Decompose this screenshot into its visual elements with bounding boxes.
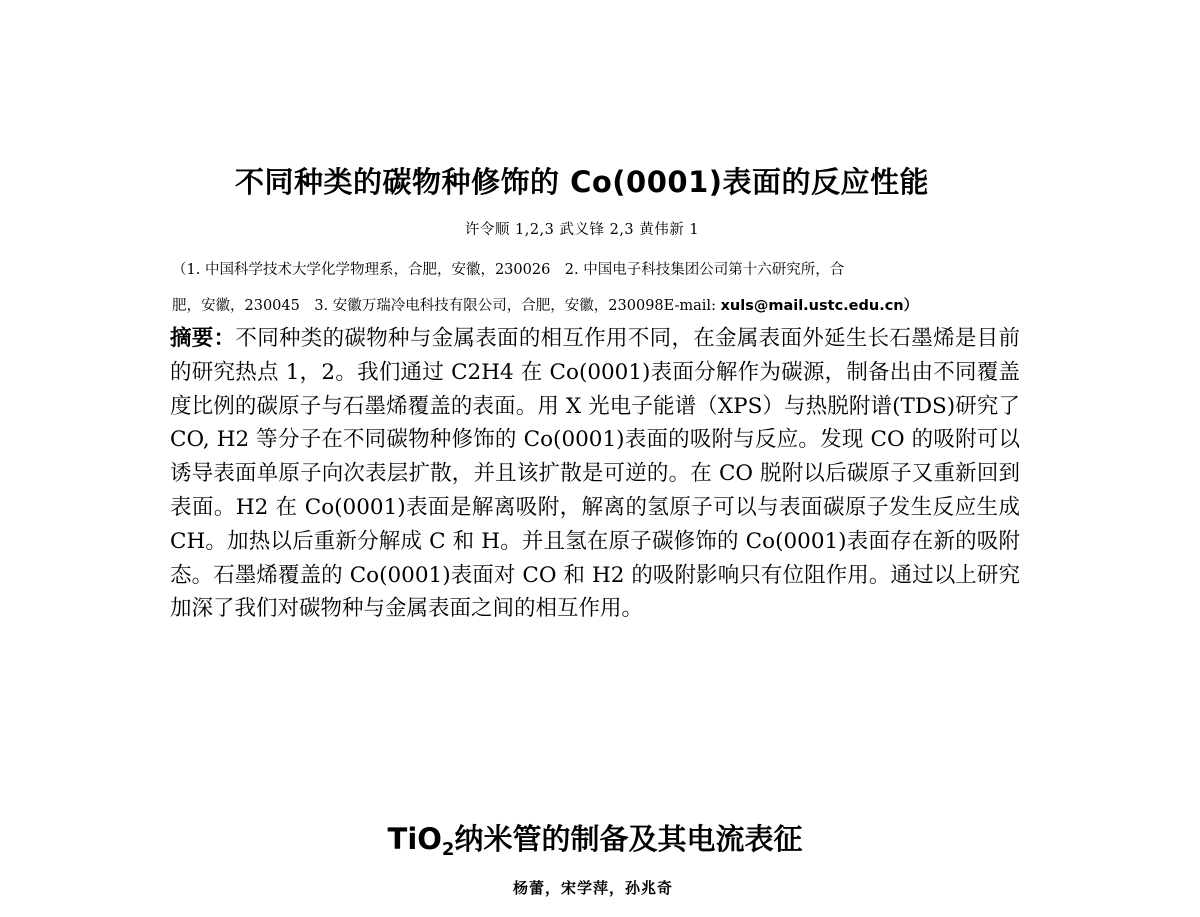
paper2-title-prefix: TiO xyxy=(387,822,442,856)
paper2-title-subscript: 2 xyxy=(441,839,455,860)
paper1-abstract xyxy=(170,322,1020,626)
paper1-title: 不同种类的碳物种修饰的 Co(0001)表面的反应性能 xyxy=(234,165,930,199)
paper2-title xyxy=(0,817,1190,860)
paper1-affiliation-line2 xyxy=(172,294,1022,315)
affiliation-text: 肥，安徽，230045 3. 安徽万瑞冷电科技有限公司，合肥，安徽，230098E-mail: xyxy=(172,298,721,314)
email-address: xuls@mail.ustc.edu.cn） xyxy=(720,298,919,314)
abstract-text: 不同种类的碳物种与金属表面的相互作用不同，在金属表面外延生长石墨烯是目前的研究热点 1，2。我们通过 C2H4 在 Co(0001)表面分解作为碳源，制备出由不同覆盖度比例的碳原子与石墨烯覆盖的表面。用 X 光电子能谱（XPS）与热脱附谱(TDS)研究了 CO, H2 等分子在不同碳物种修饰的 Co(0001)表面的吸附与反应。发现 CO 的吸附可以诱导表面单原子向次表层扩散，并且该扩散是可逆的。在 CO 脱附以后碳原子又重新回到表面。H2 在 Co(0001)表面是解离吸附，解离的氢原子可以与表面碳原子发生反应生成 CH。加热以后重新分解成 C 和 H。并且氢在原子碳修饰的 Co(0001)表面存在新的吸附态。石墨烯覆盖的 Co(0001)表面对 CO 和 H2 的吸附影响只有位阻作用。通过以上研究加深了我们对碳物种与金属表面之间的相互作用。 xyxy=(170,326,1020,622)
paper1-authors: 许令顺 1,2,3 武义锋 2,3 黄伟新 1 xyxy=(464,222,700,238)
paper1-affiliation-line1: （1. 中国科学技术大学化学物理系，合肥，安徽，230026 2. 中国电子科技集团公司第十六研究所，合 xyxy=(172,262,845,278)
abstract-label: 摘要： xyxy=(170,326,236,351)
paper2-title-rest: 纳米管的制备及其电流表征 xyxy=(454,822,803,856)
paper2-authors: 杨蕾，宋学萍，孙兆奇 xyxy=(512,879,673,897)
